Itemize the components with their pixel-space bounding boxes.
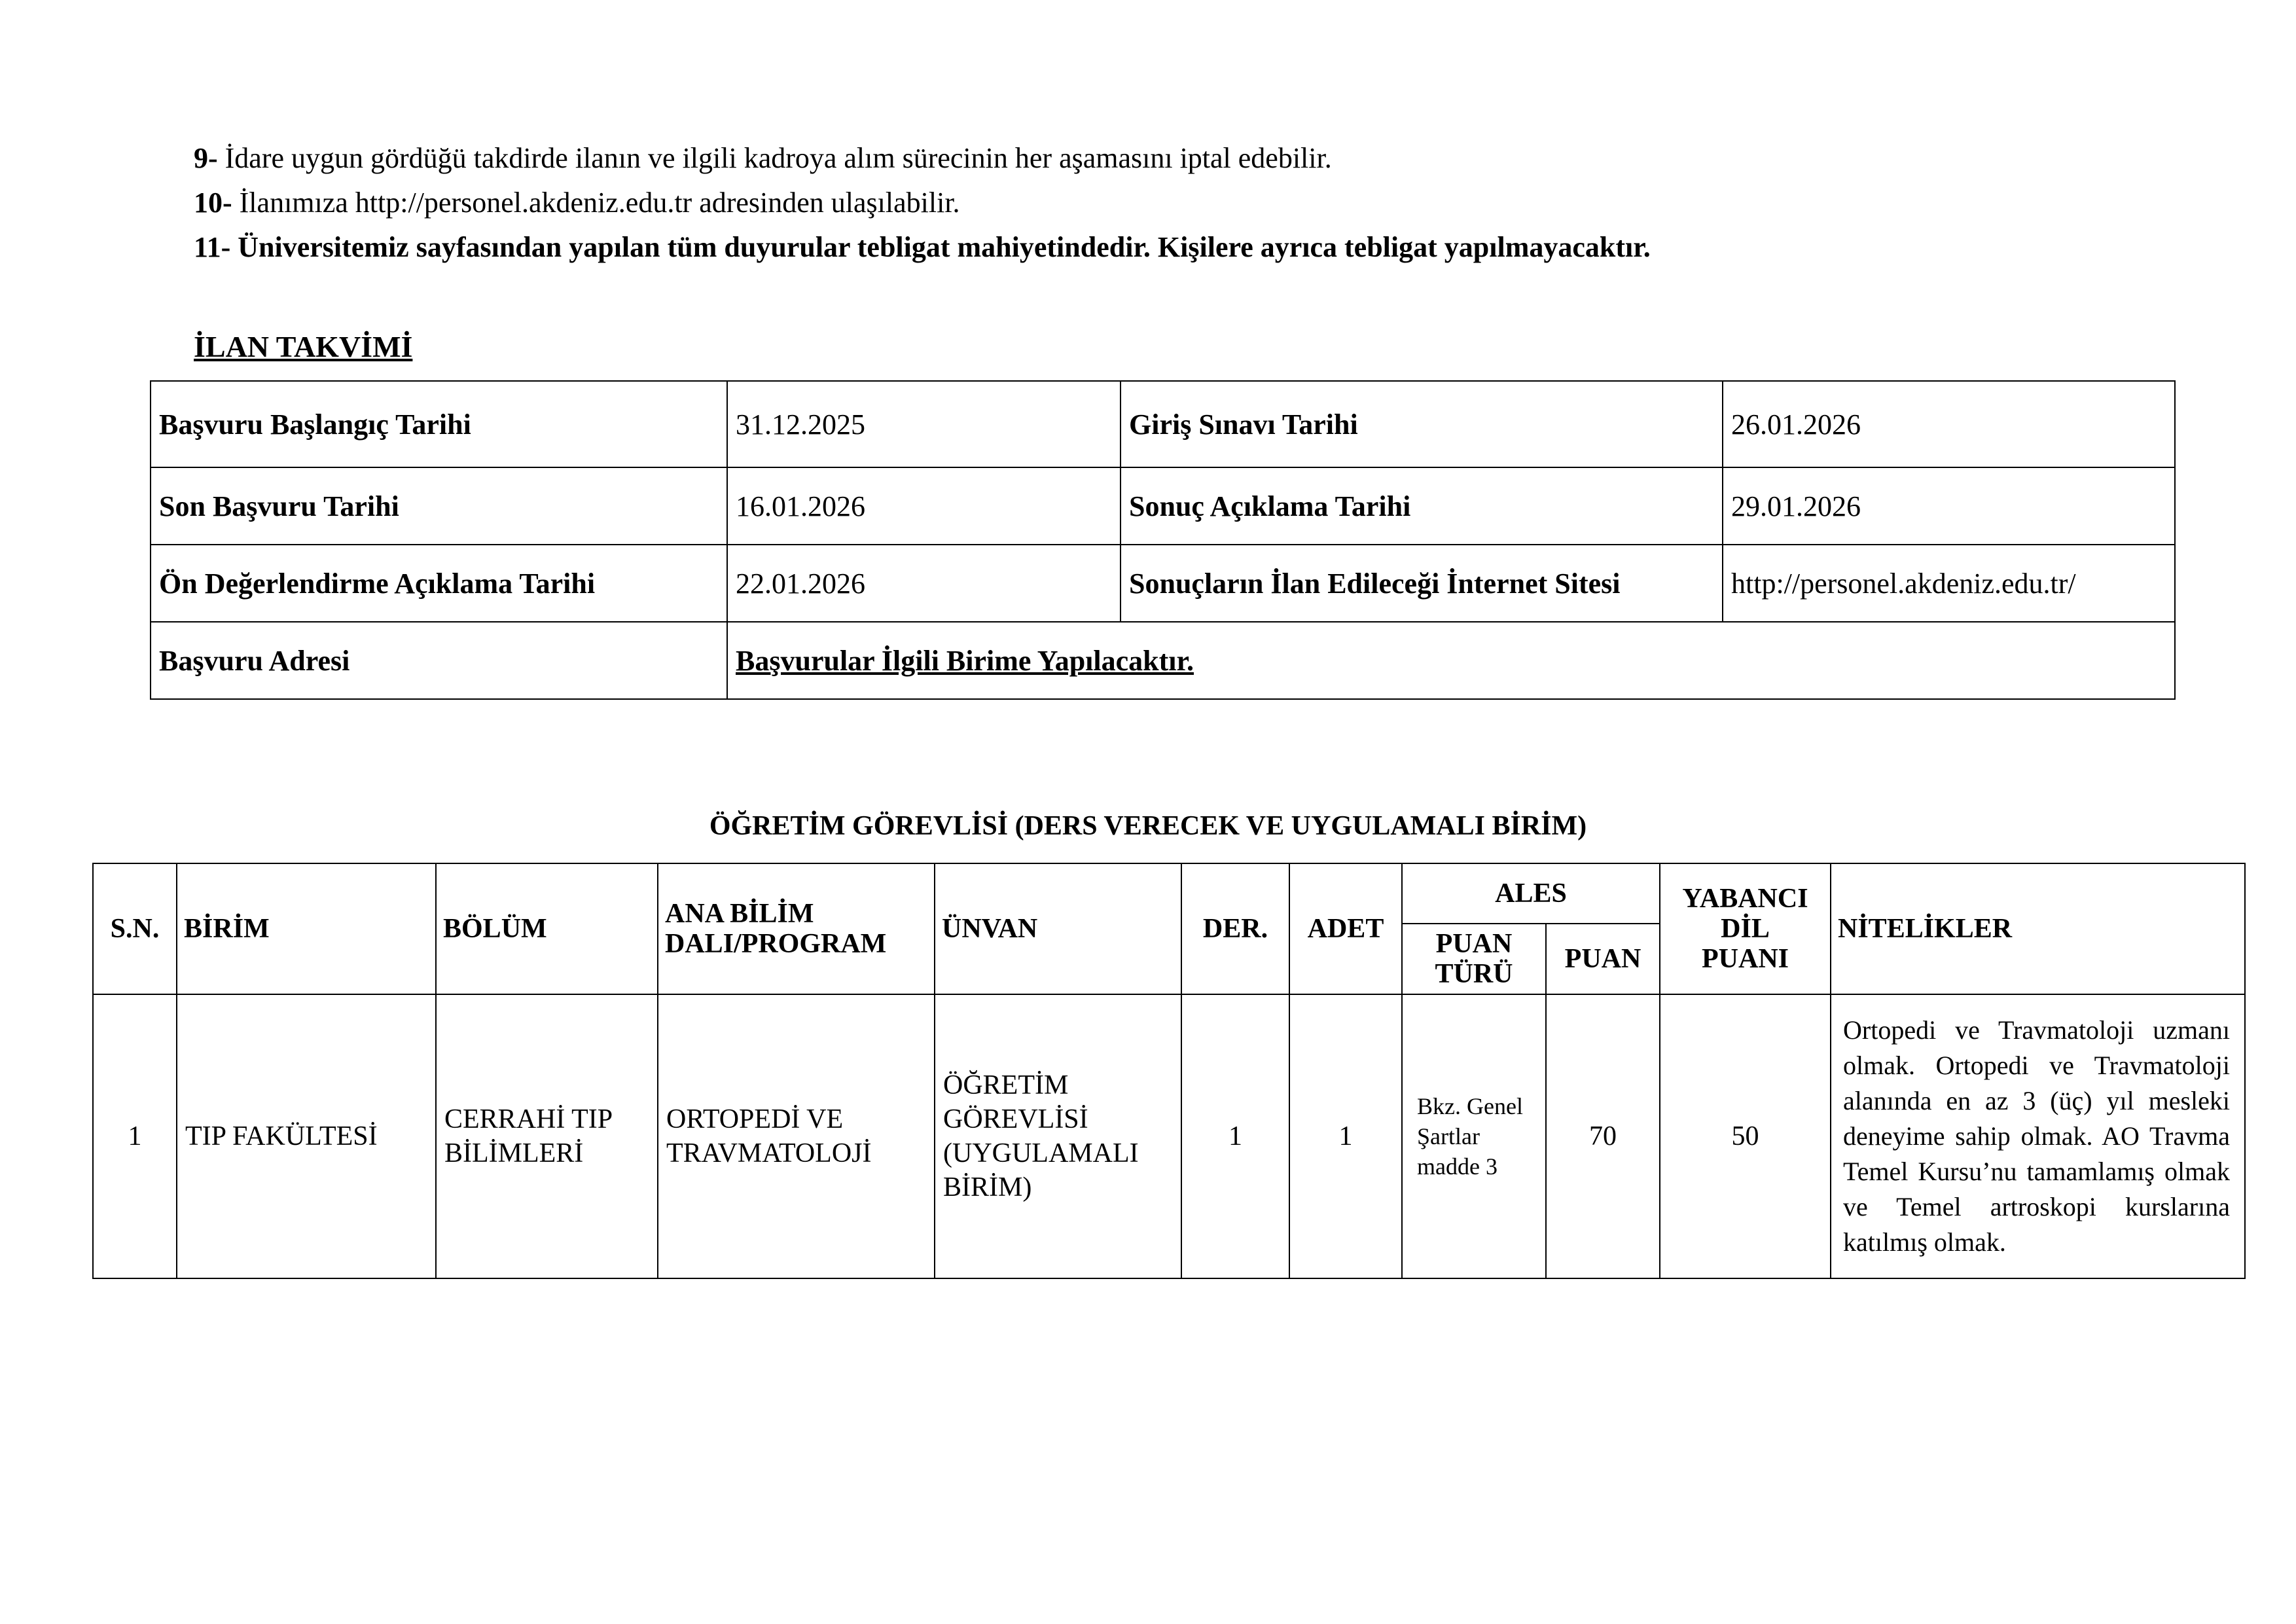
positions-table	[92, 863, 2246, 1279]
cell-der: 1	[1181, 994, 1289, 1278]
header-der: DER.	[1181, 863, 1289, 994]
cell-nitelikler: Ortopedi ve Travmatoloji uzmanı olmak. Ortopedi ve Travmatoloji alanında en az 3 (üç) yıl mesleki deneyime sahip olmak. AO Travma Temel Kursu’nu tamamlamış olmak ve Temel artroskopi kurslarına katılmış olmak.	[1831, 994, 2245, 1278]
cell-birim: TIP FAKÜLTESİ	[177, 994, 436, 1278]
cell-sn: 1	[93, 994, 177, 1278]
header-sn: S.N.	[93, 863, 177, 994]
calendar-row	[151, 622, 2175, 699]
header-nitelikler: NİTELİKLER	[1831, 863, 2245, 994]
cell-anabilim: ORTOPEDİ VE TRAVMATOLOJİ	[658, 994, 935, 1278]
calendar-title: İLAN TAKVİMİ	[194, 330, 413, 363]
cell-puan: 70	[1546, 994, 1660, 1278]
header-anabilim: ANA BİLİM DALI/PROGRAM	[658, 863, 935, 994]
calendar-row	[151, 545, 2175, 622]
header-ales: ALES	[1402, 863, 1660, 924]
calendar-key: Giriş Sınavı Tarihi	[1121, 381, 1723, 467]
calendar-value: 31.12.2025	[727, 381, 1121, 467]
cell-puan-turu: Bkz. Genel Şartlar madde 3	[1402, 994, 1546, 1278]
header-puan-turu: PUAN TÜRÜ	[1402, 924, 1546, 994]
address-label: Başvuru Adresi	[151, 622, 727, 699]
note-11: 11- Üniversitemiz sayfasından yapılan tüm duyurular tebligat mahiyetindedir. Kişilere ayrıca tebligat yapılmayacaktır.	[194, 231, 1651, 263]
note-10: 10- İlanımıza http://personel.akdeniz.edu.tr adresinden ulaşılabilir.	[194, 187, 960, 219]
cell-adet: 1	[1289, 994, 1402, 1278]
header-bolum: BÖLÜM	[436, 863, 658, 994]
header-yabanci-dil: YABANCI DİL PUANI	[1660, 863, 1831, 994]
calendar-table	[150, 380, 2176, 700]
calendar-row	[151, 467, 2175, 545]
calendar-value: 16.01.2026	[727, 467, 1121, 545]
header-adet: ADET	[1289, 863, 1402, 994]
calendar-value: 22.01.2026	[727, 545, 1121, 622]
cell-yabanci-dil: 50	[1660, 994, 1831, 1278]
calendar-value: 29.01.2026	[1723, 467, 2175, 545]
calendar-website: http://personel.akdeniz.edu.tr/	[1723, 545, 2175, 622]
calendar-value: 26.01.2026	[1723, 381, 2175, 467]
header-birim: BİRİM	[177, 863, 436, 994]
header-puan: PUAN	[1546, 924, 1660, 994]
cell-bolum: CERRAHİ TIP BİLİMLERİ	[436, 994, 658, 1278]
positions-title: ÖĞRETİM GÖREVLİSİ (DERS VERECEK VE UYGULAMALI BİRİM)	[709, 811, 1587, 841]
note-9: 9- İdare uygun gördüğü takdirde ilanın ve ilgili kadroya alım sürecinin her aşamasını iptal edebilir.	[194, 142, 1332, 174]
calendar-row	[151, 381, 2175, 467]
header-row	[93, 863, 2245, 924]
address-value: Başvurular İlgili Birime Yapılacaktır.	[727, 622, 2175, 699]
header-unvan: ÜNVAN	[935, 863, 1181, 994]
calendar-key: Sonuçların İlan Edileceği İnternet Sitesi	[1121, 545, 1723, 622]
calendar-key: Son Başvuru Tarihi	[151, 467, 727, 545]
calendar-key: Sonuç Açıklama Tarihi	[1121, 467, 1723, 545]
calendar-key: Ön Değerlendirme Açıklama Tarihi	[151, 545, 727, 622]
notes-list	[194, 136, 1651, 270]
table-row	[93, 994, 2245, 1278]
cell-unvan: ÖĞRETİM GÖREVLİSİ (UYGULAMALI BİRİM)	[935, 994, 1181, 1278]
calendar-key: Başvuru Başlangıç Tarihi	[151, 381, 727, 467]
